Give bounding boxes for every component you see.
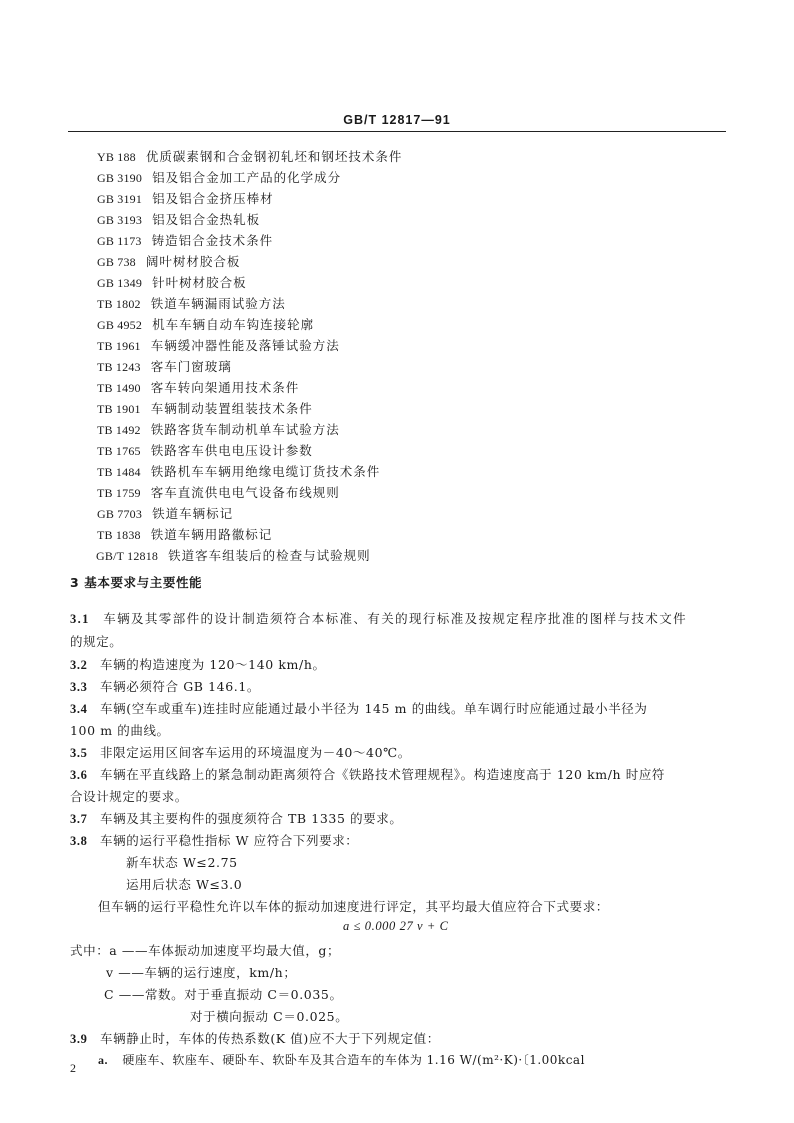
reference-code: TB 1802 [97,297,141,311]
clause-text: 车辆(空车或重车)连挂时应能通过最小半径为 145 m 的曲线。单车调行时应能通过最小半径为 [100,701,648,716]
reference-code: GB/T 12818 [96,549,159,563]
clause-number: 3.9 [70,1032,88,1046]
reference-title: 优质碳素钢和合金钢初轧坯和钢坯技术条件 [145,149,403,164]
clause-number: 3.2 [70,658,88,672]
reference-code: GB 3191 [97,192,143,206]
reference-item [97,482,717,503]
reference-title: 铁道车辆标记 [152,506,234,521]
clause-3-7 [70,809,402,827]
reference-item [97,146,717,167]
reference-code: GB 4952 [97,318,143,332]
reference-title: 客车直流供电电气设备布线规则 [150,485,340,500]
section-heading: 3 基本要求与主要性能 [70,575,203,590]
reference-item [97,377,717,398]
reference-title: 铝及铝合金挤压棒材 [152,191,274,206]
reference-item [97,440,717,461]
reference-item [97,398,717,419]
page-number: 2 [70,1061,76,1075]
clause-text: 非限定运用区间客车运用的环境温度为－40～40℃。 [100,745,411,760]
clause-text: 车辆的构造速度为 120～140 km/h。 [100,657,326,672]
reference-title: 车辆缓冲器性能及落锤试验方法 [150,338,340,353]
reference-item [97,209,717,230]
page-header-code: GB/T 12817—91 [343,113,451,127]
clause-3-1 [70,609,687,627]
clause-3-9-a [98,1051,585,1068]
reference-title: 铁道客车组装后的检查与试验规则 [168,548,371,563]
reference-code: GB 3193 [97,213,143,227]
reference-item [97,272,717,293]
reference-title: 铁路客车供电电压设计参数 [150,443,313,458]
reference-code: TB 1901 [97,402,141,416]
reference-code: TB 1490 [97,381,141,395]
new-car-requirement: 新车状态 W≤2.75 [126,855,238,870]
reference-code: TB 1838 [97,528,141,542]
reference-code: GB 738 [97,255,136,269]
reference-title: 客车门窗玻璃 [150,359,232,374]
clause-3-8-para2: 但车辆的运行平稳性允许以车体的振动加速度进行评定，其平均最大值应符合下式要求： [98,899,609,914]
reference-title: 针叶树材胶合板 [152,275,247,290]
reference-item [97,167,717,188]
reference-title: 铁道车辆用路徽标记 [150,527,273,542]
reference-item [97,188,717,209]
clause-text: 车辆必须符合 GB 146.1。 [100,679,261,694]
reference-code: YB 188 [97,150,136,164]
clause-number: 3.8 [70,834,88,848]
header-rule [68,131,726,132]
clause-number: 3.3 [70,680,88,694]
clause-3-6 [70,765,665,783]
reference-item [97,419,717,440]
reference-title: 铁路机车车辆用绝缘电缆订货技术条件 [150,464,381,479]
reference-item [96,545,717,566]
reference-item [97,230,717,251]
where-c-horizontal: 对于横向振动 C＝0.025。 [190,1009,349,1024]
clause-3-2 [70,655,326,673]
where-c: C ——常数。对于垂直振动 C＝0.035。 [104,987,343,1002]
reference-title: 机车车辆自动车钩连接轮廓 [152,317,315,332]
reference-item [97,524,717,545]
reference-code: GB 7703 [97,507,143,521]
clause-3-8 [70,831,358,849]
reference-code: GB 1349 [97,276,143,290]
clause-number: 3.6 [70,768,88,782]
clause-3-9 [70,1029,440,1047]
clause-text: 车辆及其主要构件的强度须符合 TB 1335 的要求。 [100,811,403,826]
formula: a ≤ 0.000 27 v + C [343,919,449,933]
reference-code: TB 1484 [97,465,141,479]
clause-3-1-cont: 的规定。 [70,634,123,649]
reference-title: 铁道车辆漏雨试验方法 [150,296,286,311]
item-label: a. [98,1053,108,1067]
reference-item [97,251,717,272]
reference-item [97,335,717,356]
clause-number: 3.1 [70,612,90,626]
reference-code: GB 1173 [97,234,142,248]
reference-title: 阔叶树材胶合板 [145,254,241,269]
clause-text: 车辆的运行平稳性指标 W 应符合下列要求： [100,833,359,848]
clause-text: 车辆及其零部件的设计制造须符合本标准、有关的现行标准及按规定程序批准的图样与技术文件 [103,611,688,626]
reference-title: 客车转向架通用技术条件 [150,380,300,395]
reference-code: TB 1492 [97,423,141,437]
reference-title: 铁路客货车制动机单车试验方法 [150,422,340,437]
reference-code: TB 1765 [97,444,141,458]
clause-text: 车辆静止时，车体的传热系数(K 值)应不大于下列规定值： [100,1031,440,1046]
reference-item [97,293,717,314]
reference-code: GB 3190 [97,171,143,185]
reference-item [97,314,717,335]
reference-item [97,461,717,482]
reference-list [97,146,717,566]
clause-3-3 [70,677,260,695]
where-a: 式中：a ——车体振动加速度平均最大值，g； [70,943,341,958]
reference-code: TB 1759 [97,486,141,500]
reference-title: 铝及铝合金加工产品的化学成分 [152,170,342,185]
reference-code: TB 1961 [97,339,141,353]
item-text: 硬座车、软座车、硬卧车、软卧车及其合造车的车体为 1.16 W/(m²·K)·〔1.00kcal [122,1053,585,1067]
clause-3-4 [70,699,648,717]
clause-3-6-cont: 合设计规定的要求。 [70,789,188,804]
clause-number: 3.7 [70,812,88,826]
reference-item [97,356,717,377]
clause-3-5 [70,743,411,761]
reference-title: 铸造铝合金技术条件 [151,233,274,248]
where-v: v ——车辆的运行速度，km/h； [106,965,297,980]
clause-3-4-cont: 100 m 的曲线。 [70,723,170,738]
reference-title: 车辆制动装置组装技术条件 [150,401,313,416]
clause-number: 3.5 [70,746,88,760]
reference-item [97,503,717,524]
clause-text: 车辆在平直线路上的紧急制动距离须符合《铁路技术管理规程》。构造速度高于 120 km/h 时应符 [100,767,666,782]
reference-code: TB 1243 [97,360,141,374]
clause-number: 3.4 [70,702,88,716]
reference-title: 铝及铝合金热轧板 [152,212,261,227]
used-car-requirement: 运用后状态 W≤3.0 [126,877,243,892]
